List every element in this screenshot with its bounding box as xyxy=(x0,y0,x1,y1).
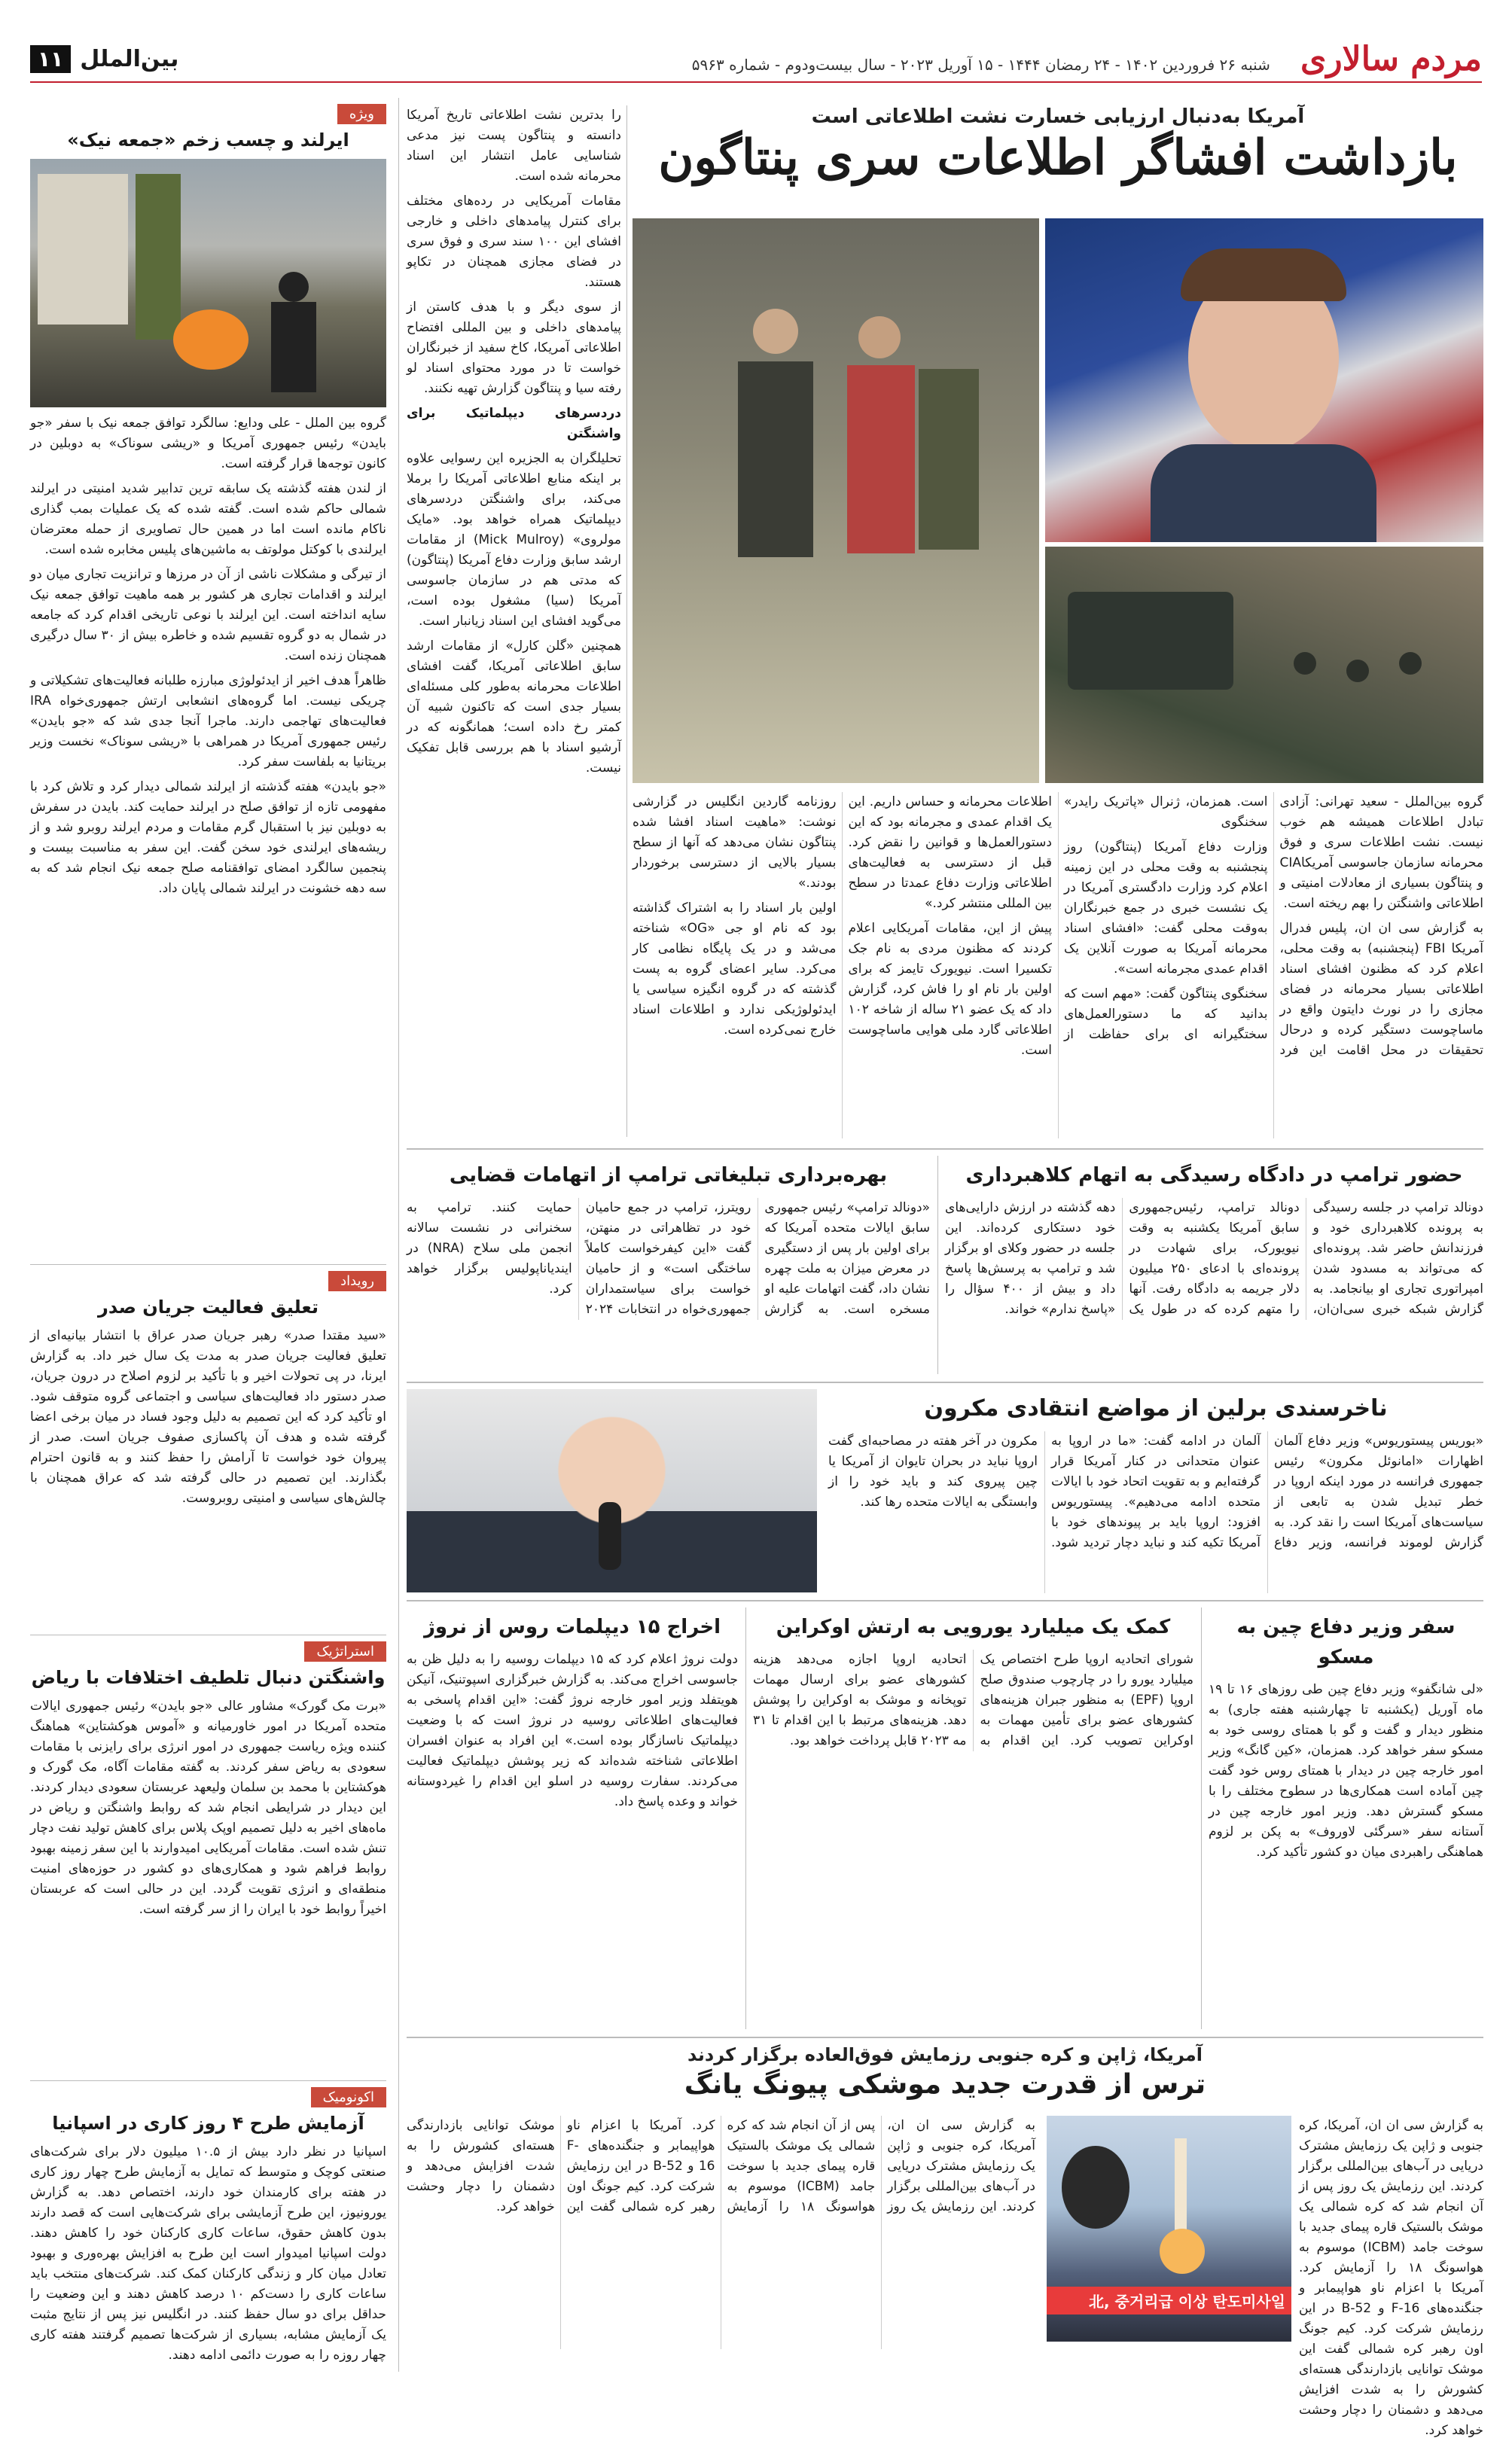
sidebar-ireland-title: ایرلند و چسب زخم «جمعه نیک» xyxy=(67,130,349,151)
sidebar-ireland-block xyxy=(30,104,386,1265)
lead-paragraph: روزنامه گاردین انگلیس در گزارشی نوشت: «ماهیت اسناد افشا شده پنتاگون نشان می‌دهد که آنها از سطح بسیار بالایی از دسترسی برخوردار بودند.» xyxy=(633,794,837,891)
sidebar-paragraph: «جو بایدن» هفته گذشته از ایرلند شمالی دیدار کرد و تلاش کرد با مفهومی تازه از توافق صلح در ایرلند حمایت کند. بایدن در سفرش به دوبلین نیز با استقبال گرم مقامات و مردم ایرلند روبرو شد و از ریشه‌های ایرلندی خود سخن گفت. این سفر به مناسبت بیست و پنجمین سالگرد امضای توافقنامه صلح جمعه نیک انجام شد که به سه دهه خشونت در ایرلند شمالی پایان داد. xyxy=(30,779,386,896)
berlin-story xyxy=(828,1389,1483,1593)
trump-campaign-body: «دونالد ترامپ» رئیس جمهوری سابق ایالات متحده آمریکا که برای اولین بار پس از دستگیری در معرض میزان به ملت چهره نشان داد، گفت اتهامات علیه او مسخره است. به گزارش رویترز، ترامپ در جمع حامیان خود در تظاهراتی در منهتن، گفت «این کیفرخواست کاملاً ساختگی است» و از حامیان خواست برای سیاستمداران جمهوری‌خواه در انتخابات ۲۰۲۴ حمایت کنند. ترامپ به سخنرانی در نشست سالانه انجمن ملی سلاح (NRA) در ایندیاناپولیس برگزار خواهد کرد. xyxy=(407,1200,930,1317)
sidebar-paragraph: از لندن هفته گذشته یک سابقه ترین تدابیر شدید امنیتی در ایرلند شمالی حاکم شده است. گفته شده که یک عملیات بمب گذاری ناکام مانده است اما در همین حال تصاویری از حمله معترضان ایرلندی با کوکتل مولوتف به ماشین‌های پلیس مخابره شده است. xyxy=(30,481,386,557)
trump-campaign-story xyxy=(407,1156,930,1374)
lead-paragraph: از سوی دیگر و با هدف کاستن از پیامدهای داخلی و بین المللی افتضاح اطلاعاتی آمریکا، کاخ سفید از خبرنگاران خواست تا در مورد محتوای اسناد لو رفته سیا و پنتاگون گزارش تهیه نکنند. xyxy=(407,300,621,396)
sidebar-iraq-block xyxy=(30,1271,386,1635)
lead-headline-block xyxy=(633,105,1483,188)
lead-paragraph: تحلیلگران به الجزیره این رسوایی علاوه بر اینکه منابع اطلاعاتی آمریکا را برملا می‌کند، برای واشنگتن دردسرهای دیپلماتیک همراه خواهد بود. «مایک مولروی» (Mick Mulroy) از مقامات ارشد سابق وزارت دفاع آمریکا (پنتاگون) که مدتی هم در سازمان جاسوسی آمریکا (سیا) مشغول بوده است، می‌گوید افشای این اسناد زیانبار است. xyxy=(407,451,621,629)
lead-paragraph: را بدترین نشت اطلاعاتی تاریخ آمریکا دانسته و پنتاگون پست نیز مدعی شناسایی عامل انتشار این اسناد محرمانه شده است. xyxy=(407,108,621,184)
russian-diplomats-body: دولت نروژ اعلام کرد که ۱۵ دیپلمات روسیه را به دلیل ظن به جاسوسی اخراج می‌کند. به گزارش خبرگزاری اسپوتنیک، آنیکن هویتفلد وزیر امور خارجه نروژ گفت: «این اقدام پاسخی به فعالیت‌های اطلاعاتی روسیه در نروژ است که با وضعیت دیپلماتیک ناسازگار بوده است.» این افراد به عنوان افسران اطلاعاتی شناخته شده‌اند که زیر پوشش دیپلماتیک فعالیت می‌کردند. سفارت روسیه در اسلو این اقدام را غیردوستانه خواند و وعده پاسخ داد. xyxy=(407,1652,738,1809)
china-defense-story xyxy=(1209,1608,1483,2029)
china-defense-title: سفر وزیر دفاع چین به مسکو xyxy=(1236,1616,1456,1668)
sidebar-tag-strategic: استراتژیک xyxy=(304,1641,386,1662)
sidebar-tag-economic: اکونومیک xyxy=(311,2087,386,2107)
sidebar-paragraph: گروه بین الملل - علی ودایع: سالگرد توافق جمعه نیک با سفر «جو بایدن» رئیس جمهوری آمریکا و «ریشی سوناک» به دوبلین در کانون توجه‌ها قرار گرفته است. xyxy=(30,416,386,471)
lead-body xyxy=(633,792,1483,1138)
tv-news-ticker: 北, 중거리급 이상 탄도미사일 xyxy=(1047,2287,1291,2315)
north-korea-body-left xyxy=(407,2116,1035,2349)
lead-paragraph: مقامات آمریکایی در رده‌های مختلف برای کنترل پیامدهای داخلی و خارجی افشای این ۱۰۰ سند سری و فوق سری در فضای مجازی همچنان در تکاپو هستند. xyxy=(407,194,621,290)
north-korea-body: به گزارش سی ان ان، آمریکا، کره جنوبی و ژاپن یک رزمایش مشترک دریایی در آب‌های بین‌المللی برگزار کردند. این رزمایش یک روز پس از آن انجام شد که کره شمالی یک موشک بالستیک قاره پیمای جدید با سوخت جامد (ICBM) موسوم به هواسونگ ۱۸ را آزمایش کرد. آمریکا با اعزام ناو هواپیمابر و جنگنده‌های F-16 و B-52 در این رزمایش شرکت کرد. کیم جونگ اون رهبر کره شمالی گفت این موشک توانایی بازدارندگی هسته‌ای کشورش را به شدت افزایش می‌دهد و دشمنان را دچار وحشت خواهد کرد. xyxy=(1299,2118,1484,2438)
lead-title: بازداشت افشاگر اطلاعات سری پنتاگون xyxy=(658,130,1458,186)
ukraine-aid-body: شورای اتحادیه اروپا طرح اختصاص یک میلیارد یورو را در چارچوب صندوق صلح اروپا (EPF) به منظور جبران هزینه‌های کشورهای عضو برای تأمین مهمات به اوکراین تصویب کرد. این اقدام به اتحادیه اروپا اجازه می‌دهد هزینه کشورهای عضو برای ارسال مهمات توپخانه و موشک به اوکراین را پوشش دهد. هزینه‌های مرتبط با این اقدام تا ۳۱ مه ۲۰۲۳ قابل پرداخت خواهد بود. xyxy=(753,1652,1194,1748)
masthead-brand-group xyxy=(692,40,1482,78)
sidebar-economy-block xyxy=(30,2087,386,2391)
suspect-portrait-photo xyxy=(1045,218,1483,542)
newspaper-logo: مردم سالاری xyxy=(1300,39,1482,78)
fbi-raid-photo xyxy=(1045,547,1483,783)
sidebar-iraq-body: «سید مقتدا صدر» رهبر جریان صدر عراق با انتشار بیانیه‌ای از تعلیق فعالیت جریان صدر به مدت یک سال خبر داد. به گزارش ایرنا، در پی تحولات اخیر و با تأکید بر لزوم اصلاح در درون جریان، صدر دستور داد فعالیت‌های سیاسی و اجتماعی گروه متوقف شود. او تأکید کرد که این تصمیم به دلیل وجود فساد در میان برخی اعضا گرفته شده و هدف آن پاکسازی صفوف جریان است. صدر از پیروان خود خواست تا آرامش را حفظ کنند و به قانون احترام بگذارند. این تصمیم در حالی گرفته شد که عراق همچنان با چالش‌های سیاسی و امنیتی روبروست. xyxy=(30,1328,386,1506)
lead-paragraph: به گزارش سی ان ان، پلیس فدرال آمریکا FBI (پنجشنبه) به وقت محلی، اعلام کرد که مظنون افشای اسناد اطلاعاتی بسیار محرمانه در فضای مجازی را در نورث دایتون واقع در ماساچوست دستگیر کرده و درحال تحقیقات در محل اقامت این فرد است. همزمان، ژنرال «پاتریک رایدر» سخنگوی xyxy=(1064,794,1483,1058)
lead-paragraph: وزارت دفاع آمریکا (پنتاگون) روز پنجشنبه به وقت محلی در این زمینه اعلام کرد وزارت دادگستری آمریکا در یک نشست خبری در جمع خبرنگاران به‌وقت محلی گفت: «افشای اسناد محرمانه آمریکا به صورت آنلاین یک اقدام عمدی مجرمانه است». xyxy=(1064,840,1268,977)
sidebar-strategy-body: «برت مک گورک» مشاور عالی «جو بایدن» رئیس جمهوری ایالات متحده آمریکا در امور خاورمیانه و «آموس هوکشتاین» هماهنگ کننده ویژه ریاست جمهوری در امور انرژی برای رایزنی با مقامات سعودی به ریاض سفر کردند. به گفته مقامات آگاه، مک گورک و هوکشتاین با محمد بن سلمان ولیعهد عربستان سعودی دیدار کردند. این دیدار در شرایطی انجام شد که روابط واشنگتن و ریاض در ماه‌های اخیر به دلیل تصمیم اوپک پلاس برای کاهش تولید نفت دچار تنش شده است. مقامات آمریکایی امیدوارند با این سفر زمینه بهبود روابط فراهم شود و همکاری‌های دو کشور در حوزه‌های امنیت منطقه‌ای و انرژی تقویت گردد. این در حالی است که عربستان اخیراً روابط خود با ایران را از سر گرفته است. xyxy=(30,1699,386,1917)
lead-paragraph: همچنین «گلن کارل» از مقامات ارشد سابق اطلاعاتی آمریکا، گفت افشای اطلاعات محرمانه به‌طور کلی مسئله‌ای بسیار جدی است که تاکنون شبیه آن کمتر رخ داده است؛ همانگونه که در آرشیو اسناد با هم بررسی قابل تفکیک نیست. xyxy=(407,638,621,776)
northern-ireland-riot-photo xyxy=(30,159,386,407)
sidebar-iraq-title: تعلیق فعالیت جریان صدر xyxy=(98,1297,319,1318)
dateline: شنبه ۲۶ فروردین ۱۴۰۲ - ۲۴ رمضان ۱۴۴۴ - ۱۵ آوریل ۲۰۲۳ - سال بیست‌ودوم - شماره ۵۹۶۳ xyxy=(691,55,1270,74)
lead-subhead: دردسرهای دیپلماتیک برای واشنگتن xyxy=(407,406,621,441)
lead-paragraph: گروه بین‌الملل - سعید تهرانی: آزادی تبادل اطلاعات همیشه هم خوب نیست. نشت اطلاعات سری و فوق محرمانه سازمان جاسوسی آمریکاCIA و پنتاگون بسیاری از معادلات امنیتی و اطلاعاتی واشنگتن را بهم ریخته است. xyxy=(1279,794,1483,911)
masthead xyxy=(30,36,1482,83)
trump-campaign-title: بهره‌برداری تبلیغاتی ترامپ از اتهامات قضایی xyxy=(449,1164,888,1187)
china-defense-body: «لی شانگفو» وزیر دفاع چین طی روزهای ۱۶ تا ۱۹ ماه آوریل (یکشنبه تا چهارشنبه هفته جاری) به منظور دیدار و گفت و گو با همتای روسی خود به مسکو سفر خواهد کرد. همزمان، «کین گانگ» وزیر امور خارجه چین در دیدار با همتای روس خود گفت چین آماده است همکاری‌ها در سطوح مختلف را با مسکو گسترش دهد. وزیر امور خارجه چین در آستانه سفر «سرگئی لاوروف» به پکن بر لزوم هماهنگی راهبردی میان دو کشور تأکید کرد. xyxy=(1209,1682,1484,1860)
north-korea-title: ترس از قدرت جدید موشکی پیونگ یانگ xyxy=(684,2069,1206,2100)
north-korea-body-right xyxy=(1299,2116,1484,2438)
missile-news-tv-photo xyxy=(1047,2116,1291,2342)
north-korea-headline-block xyxy=(407,2044,1483,2107)
arrest-photo xyxy=(633,218,1039,783)
sidebar-paragraph: ظاهراً هدف اخیر از ایدئولوژی مبارزه طلبانه فعالیت‌های تشکیلاتی و چریکی نیست. اما گروه‌های انشعابی ارتش جمهوری‌خواه IRA فعالیت‌های تهاجمی دارند. ماجرا آنجا جدی شد که «جو بایدن» رئیس جمهوری آمریکا در همراهی با «ریشی سوناک» نخست وزیر بریتانیا به بلفاست سفر کرد. xyxy=(30,673,386,769)
left-sidebar xyxy=(30,98,399,2372)
lead-kicker: آمریکا به‌دنبال ارزیابی خسارت نشت اطلاعاتی است xyxy=(811,105,1305,128)
russian-diplomats-story xyxy=(407,1608,738,2029)
sidebar-tag-event: رویداد xyxy=(328,1271,386,1291)
lead-paragraph: پیش از این، مقامات آمریکایی اعلام کردند که مظنون مردی به نام جک تکسیرا است. نیویورک تایمز که برای اولین بار نام او را فاش کرد، گزارش داد که یک عضو ۲۱ ساله از شاخه ۱۰۲ اطلاعاتی گارد ملی هوایی ماساچوست است. xyxy=(848,921,1052,1058)
trump-trial-title: حضور ترامپ در دادگاه رسیدگی به اتهام کلاهبرداری xyxy=(965,1164,1463,1187)
trump-trial-story xyxy=(945,1156,1483,1374)
sidebar-strategy-title: واشنگتن دنبال تلطیف اختلافات با ریاض xyxy=(31,1667,386,1688)
lead-paragraph: سخنگوی پنتاگون گفت: «مهم است که بدانید که ما دستورالعمل‌های سختگیرانه ای برای حفاظت از اطلاعات محرمانه و حساس داریم. این یک اقدام عمدی و مجرمانه بود که این دستورالعمل‌ها و قوانین را نقض کرد. قبل از دسترسی به فعالیت‌های اطلاعاتی وزارت دفاع عمدتا در سطح بین المللی منتشر کرد.» xyxy=(848,794,1268,1042)
north-korea-kicker: آمریکا، ژاپن و کره جنوبی رزمایش فوق‌العاده برگزار کردند xyxy=(687,2044,1203,2065)
sidebar-economy-body: اسپانیا در نظر دارد بیش از ۱۰.۵ میلیون دلار برای شرکت‌های صنعتی کوچک و متوسط که تمایل به آزمایش طرح چهار روز کاری در هفته برای کارمندان خود دارند، اختصاص دهد. به گزارش یورونیوز، این طرح آزمایشی برای شرکت‌هایی است که قصد دارند بدون کاهش حقوق، ساعات کاری کارکنان خود را کاهش دهند. دولت اسپانیا امیدوار است این طرح به افزایش بهره‌وری و بهبود تعادل میان کار و زندگی کارکنان کمک کند. شرکت‌های منتخب باید ساعات کاری را دست‌کم ۱۰ درصد کاهش دهند و این وضعیت را حداقل برای دو سال حفظ کنند. در انگلیس نیز پس از نتایج مثبت یک آزمایش مشابه، بسیاری از شرکت‌ها تصمیم گرفتند هفته کاری چهار روزه را به صورت دائمی ادامه دهند. xyxy=(30,2144,386,2363)
section-header xyxy=(30,45,178,73)
berlin-title: ناخرسندی برلین از مواضع انتقادی مکرون xyxy=(924,1395,1388,1422)
page-number: ۱۱ xyxy=(30,45,71,73)
sidebar-economy-title: آزمایش طرح ۴ روز کاری در اسپانیا xyxy=(52,2113,364,2134)
berlin-body: «بوریس پیستوریوس» وزیر دفاع آلمان اظهارات «امانوئل مکرون» رئیس جمهوری فرانسه در مورد اینکه اروپا در خطر تبدیل شدن به تابعی از سیاست‌های آمریکا است را نقد کرد. به گزارش لوموند فرانسه، وزیر دفاع آلمان در ادامه گفت: «ما در اروپا به عنوان متحدانی در کنار آمریکا قرار گرفته‌ایم و به تقویت اتحاد خود با ایالات متحده ادامه می‌دهیم». پیستوریوس افزود: اروپا باید بر پیوندهای خود با آمریکا تکیه کند و نباید دچار تردید شود. مکرون در آخر هفته در مصاحبه‌ای گفت اروپا نباید در بحران تایوان از آمریکا یا چین پیروی کند و باید خود را از وابستگی به ایالات متحده رها کند. xyxy=(828,1434,1483,1550)
russian-diplomats-title: اخراج ۱۵ دیپلمات روس از نروژ xyxy=(423,1616,721,1638)
trump-trial-body: دونالد ترامپ در جلسه رسیدگی به پرونده کلاهبرداری خود و فرزندانش حاضر شد. پرونده‌ای که می‌تواند به مسدود شدن امپراتوری تجاری او بیانجامد. به گزارش شبکه خبری سی‌ان‌ان، دونالد ترامپ، رئیس‌جمهوری سابق آمریکا یکشنبه به وقت نیویورک، برای شهادت در پرونده‌ای با ادعای ۲۵۰ میلیون دلار جریمه به دادگاه رفت. آنها را متهم کرده که در طول یک دهه گذشته در ارزش دارایی‌های خود دستکاری کرده‌اند. این جلسه در حضور وکلای او برگزار شد و ترامپ به پرسش‌ها پاسخ داد و بیش از ۴۰۰ سؤال را «پاسخ ندارم» خواند. xyxy=(945,1200,1483,1317)
lead-continuation-column xyxy=(407,105,621,1137)
lead-paragraph: اولین بار اسناد را به اشتراک گذاشته بود که نام او جی «OG» شناخته می‌شد و در یک پایگاه نظامی کار می‌کرد. سایر اعضای گروه به پست گذشته که در گروه انگیزه سیاسی یا ایدئولوژیکی ندارد و اطلاعات اسناد خارج نمی‌کرده است. xyxy=(633,901,837,1038)
ukraine-aid-story xyxy=(753,1608,1193,2029)
ukraine-aid-title: کمک یک میلیارد یورویی به ارتش اوکراین xyxy=(776,1616,1171,1638)
sidebar-strategy-block xyxy=(30,1641,386,2081)
sidebar-ireland-body xyxy=(30,413,386,1257)
section-name: بین‌الملل xyxy=(80,45,179,72)
sidebar-paragraph: از تیرگی و مشکلات ناشی از آن در مرزها و ترانزیت تجاری میان دو ایرلند و اقدامات تجاری هر کشور بر همه ماهیت توافق جمعه نیک سایه انداخته است. این ایرلند با نوعی تاریخی اقدام کرد که جامعه در شمال به دو گروه تقسیم شده و خاطره بیش از ۳۰ سال درگیری همچنان زنده است. xyxy=(30,567,386,663)
sidebar-tag-special: ویژه xyxy=(337,104,386,124)
german-minister-photo xyxy=(407,1389,817,1592)
north-korea-body: به گزارش سی ان ان، آمریکا، کره جنوبی و ژاپن یک رزمایش مشترک دریایی در آب‌های بین‌المللی برگزار کردند. این رزمایش یک روز پس از آن انجام شد که کره شمالی یک موشک بالستیک قاره پیمای جدید با سوخت جامد (ICBM) موسوم به هواسونگ ۱۸ را آزمایش کرد. آمریکا با اعزام ناو هواپیمابر و جنگنده‌های F-16 و B-52 در این رزمایش شرکت کرد. کیم جونگ اون رهبر کره شمالی گفت این موشک توانایی بازدارندگی هسته‌ای کشورش را به شدت افزایش می‌دهد و دشمنان را دچار وحشت خواهد کرد. xyxy=(407,2118,1035,2214)
